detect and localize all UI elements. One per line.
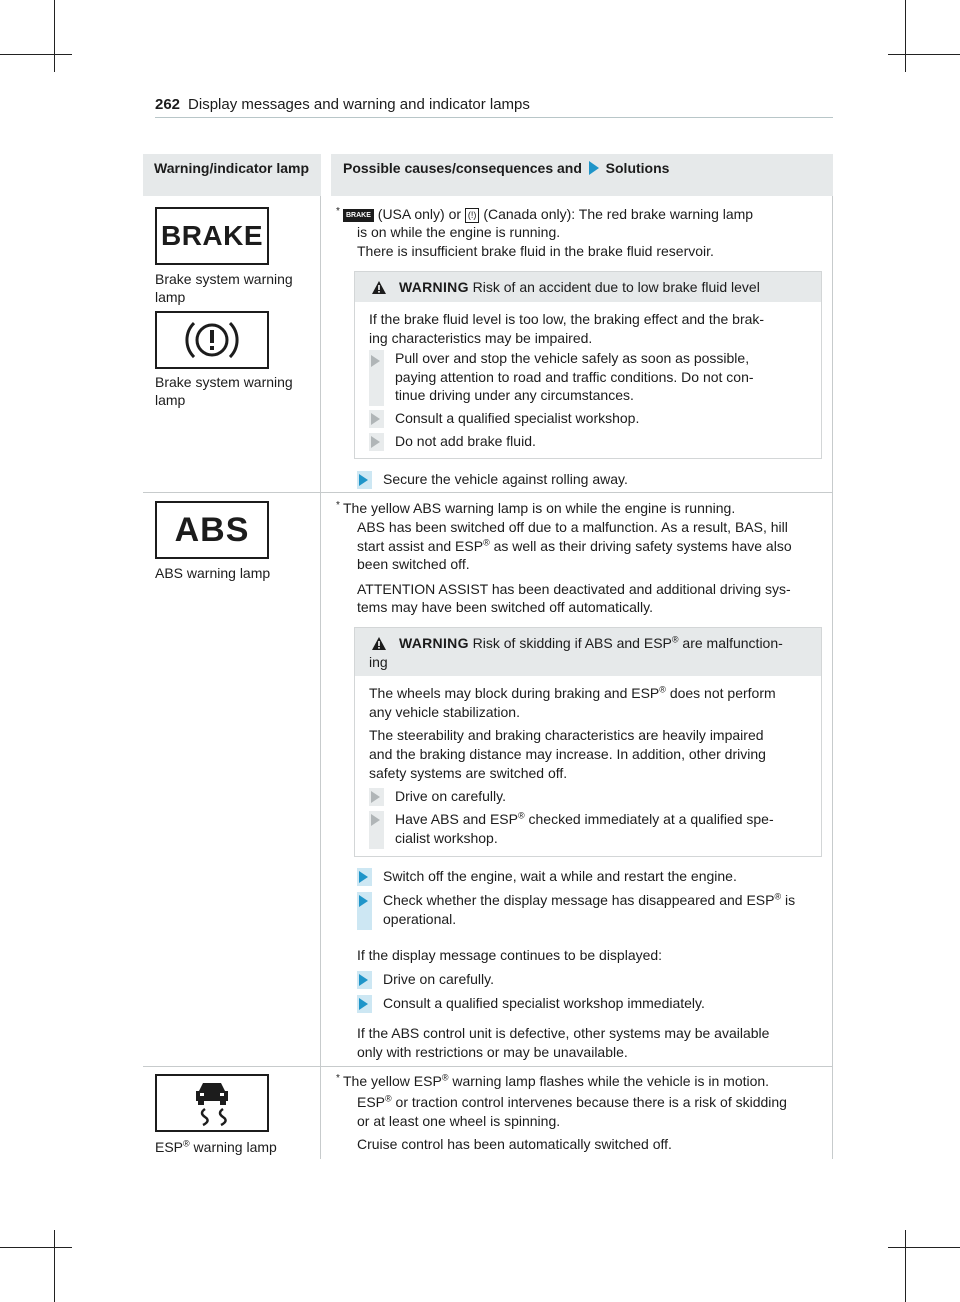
brake-warning-icon: BRAKE	[155, 207, 269, 265]
esp-text: The yellow ESP® warning lamp flashes while the vehicle is in motion.	[343, 1072, 770, 1089]
header-divider	[155, 117, 833, 118]
step-text: Drive on carefully.	[395, 788, 507, 804]
brake-text-line2: is on while the engine is running.	[357, 224, 561, 240]
brake-text-line1: BRAKE (USA only) or (!) (Canada only): The red brake warning lamp	[343, 205, 753, 224]
warning-text: any vehicle stabilization.	[369, 704, 520, 720]
solution-text: Drive on carefully.	[383, 971, 495, 987]
warning-text: The wheels may block during braking and ESP® does not perform	[369, 684, 776, 701]
abs-footer-text: If the ABS control unit is defective, other systems may be available	[357, 1025, 770, 1041]
condition-text: If the display message continues to be displayed:	[357, 947, 663, 963]
page-header	[155, 96, 833, 118]
warning-label: WARNING	[399, 279, 469, 295]
bullet-arrow-icon	[371, 814, 380, 826]
warning-triangle-icon	[371, 280, 387, 295]
esp-warning-icon	[155, 1074, 269, 1132]
step-text: Pull over and stop the vehicle safely as soon as possible,	[395, 350, 750, 366]
brake-lamp-caption-2: Brake system warning lamp	[155, 374, 293, 408]
abs-text: start assist and ESP® as well as their driving safety systems have also	[357, 537, 792, 554]
abs-warning-icon: ABS	[155, 501, 269, 559]
warning-text: The steerability and braking characteristics are heavily impaired	[369, 727, 764, 743]
step-text: paying attention to road and traffic conditions. Do not con-	[395, 369, 754, 385]
warning-title: Risk of skidding if ABS and ESP	[472, 635, 672, 651]
abs-text: The yellow ABS warning lamp is on while the engine is running.	[343, 500, 736, 516]
step-text: Have ABS and ESP® checked immediately at a qualified spe-	[395, 810, 774, 827]
solution-text: Check whether the display message has disappeared and ESP® is	[383, 891, 796, 908]
solution-arrow-icon	[359, 974, 368, 986]
abs-text: been switched off.	[357, 556, 470, 572]
solution-text: Consult a qualified specialist workshop immediately.	[383, 995, 705, 1011]
crop-mark	[888, 54, 960, 55]
row-divider	[143, 1066, 833, 1067]
esp-lamp-caption: ESP® warning lamp	[155, 1138, 277, 1155]
column-header-solutions: Solutions	[605, 160, 670, 176]
brake-circle-small-icon: (!)	[465, 208, 480, 223]
solution-text: Switch off the engine, wait a while and restart the engine.	[383, 868, 737, 884]
abs-text: ATTENTION ASSIST has been deactivated and additional driving sys-	[357, 581, 791, 597]
column-divider	[320, 196, 321, 1159]
crop-mark	[54, 1230, 55, 1302]
esp-text: ESP® or traction control intervenes because there is a risk of skidding	[357, 1093, 787, 1110]
bullet-arrow-icon	[371, 413, 380, 425]
row-divider	[143, 492, 833, 493]
step-text: tinue driving under any circumstances.	[395, 387, 634, 403]
warning-text: safety systems are switched off.	[369, 765, 568, 781]
solution-arrow-icon	[359, 998, 368, 1010]
step-text: Do not add brake fluid.	[395, 433, 536, 449]
warning-title: Risk of an accident due to low brake fluid level	[472, 279, 760, 295]
solution-arrow-icon	[359, 474, 368, 486]
bullet-arrow-icon	[371, 436, 380, 448]
abs-lamp-caption: ABS warning lamp	[155, 565, 271, 581]
bullet-arrow-icon	[371, 791, 380, 803]
warning-label: WARNING	[399, 635, 469, 651]
abs-footer-text: only with restrictions or may be unavailable.	[357, 1044, 628, 1060]
page-title: Display messages and warning and indicator lamps	[188, 96, 530, 113]
page-number: 262	[155, 96, 181, 113]
column-divider	[832, 196, 833, 1159]
footnote-asterisk: *	[336, 1073, 340, 1084]
footnote-asterisk: *	[336, 500, 340, 511]
brake-warning-box	[354, 271, 822, 459]
warning-title: ing	[369, 654, 388, 670]
esp-text: Cruise control has been automatically switched off.	[357, 1136, 672, 1152]
crop-mark	[888, 1247, 960, 1248]
abs-text: tems may have been switched off automatically.	[357, 599, 653, 615]
warning-text: ing characteristics may be impaired.	[369, 330, 593, 346]
solution-arrow-icon	[359, 895, 368, 907]
crop-mark	[54, 0, 55, 72]
brake-small-icon: BRAKE	[343, 209, 374, 222]
warning-header	[355, 272, 821, 302]
bullet-arrow-icon	[371, 355, 380, 367]
crop-mark	[905, 0, 906, 72]
step-text: cialist workshop.	[395, 830, 498, 846]
column-header-causes-text: Possible causes/consequences and	[343, 160, 582, 176]
brake-text-line3: There is insufficient brake fluid in the brake fluid reservoir.	[357, 243, 714, 259]
warning-triangle-icon	[371, 636, 387, 651]
esp-text: or at least one wheel is spinning.	[357, 1113, 561, 1129]
arrow-right-icon	[589, 161, 599, 175]
crop-mark	[905, 1230, 906, 1302]
solution-text: Secure the vehicle against rolling away.	[383, 471, 628, 487]
abs-text: ABS has been switched off due to a malfunction. As a result, BAS, hill	[357, 519, 788, 535]
warning-header: WARNING Risk of skidding if ABS and ESP® are malfunction- ing	[355, 628, 821, 676]
step-text: Consult a qualified specialist workshop.	[395, 410, 640, 426]
column-header-lamp: Warning/indicator lamp	[143, 154, 321, 196]
brake-circle-warning-icon	[155, 311, 269, 369]
crop-mark	[0, 54, 72, 55]
solution-text: operational.	[383, 911, 457, 927]
footnote-asterisk: *	[336, 206, 340, 217]
crop-mark	[0, 1247, 72, 1248]
abs-warning-box	[354, 627, 822, 857]
warning-text: If the brake fluid level is too low, the braking effect and the brak-	[369, 311, 765, 327]
solution-arrow-icon	[359, 871, 368, 883]
column-header-causes	[331, 154, 833, 196]
brake-lamp-caption: Brake system warning lamp	[155, 271, 293, 305]
warning-text: and the braking distance may increase. In addition, other driving	[369, 746, 766, 762]
